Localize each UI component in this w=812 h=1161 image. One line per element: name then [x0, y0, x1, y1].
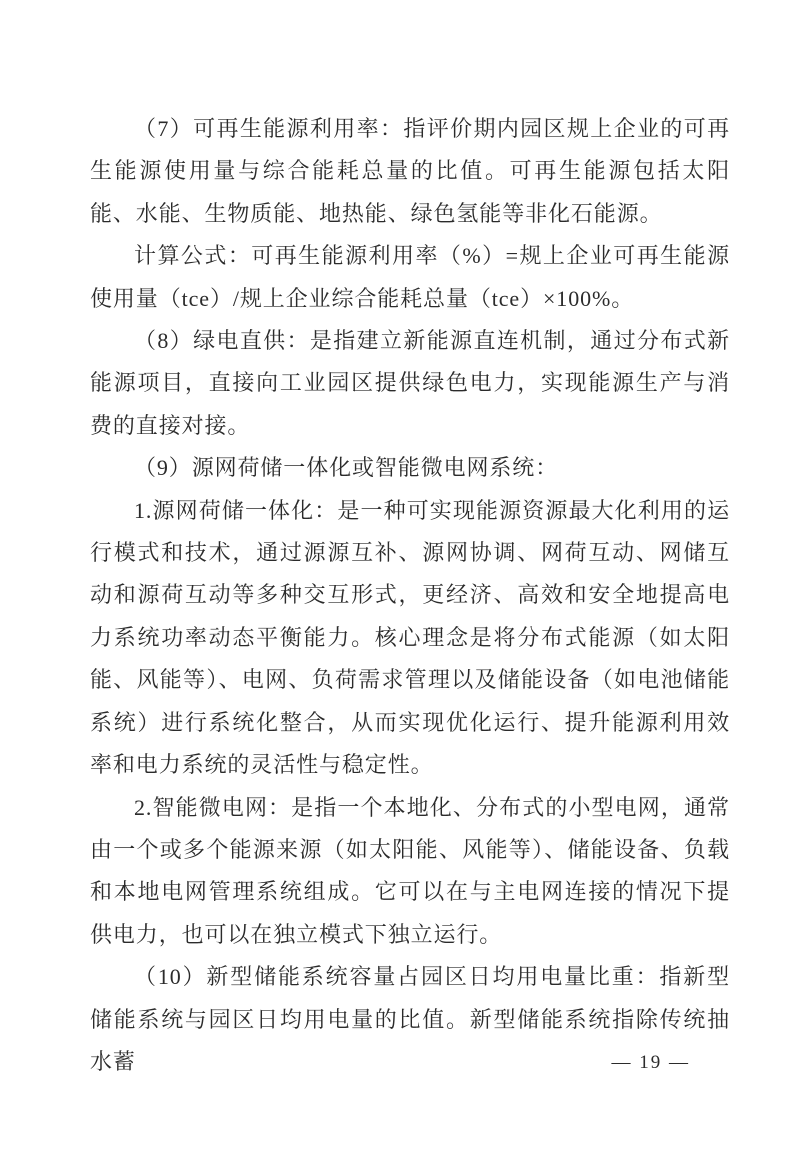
paragraph: 1.源网荷储一体化：是一种可实现能源资源最大化利用的运行模式和技术，通过源源互补、源网协调、网荷互动、网储互动和源荷互动等多种交互形式，更经济、高效和安全地提高电力系统功率动态平衡能力。核心理念是将分布式能源（如太阳能、风能等）、电网、负荷需求管理以及储能设备（如电池储能系统）进行系统化整合，从而实现优化运行、提升能源利用效率和电力系统的灵活性与稳定性。: [90, 497, 730, 778]
paragraph: （9）源网荷储一体化或智能微电网系统：: [134, 455, 559, 481]
paragraph: 2.智能微电网：是指一个本地化、分布式的小型电网，通常由一个或多个能源来源（如太阳能、风能等）、储能设备、负载和本地电网管理系统组成。它可以在与主电网连接的情况下提供电力，也可以在独立模式下独立运行。: [90, 794, 730, 947]
paragraph: （8）绿电直供：是指建立新能源直连机制，通过分布式新能源项目，直接向工业园区提供绿色电力，实现能源生产与消费的直接对接。: [90, 328, 730, 438]
page-number: — 19 —: [611, 1052, 690, 1073]
paragraph: （7）可再生能源利用率：指评价期内园区规上企业的可再生能源使用量与综合能耗总量的比值。可再生能源包括太阳能、水能、生物质能、地热能、绿色氢能等非化石能源。: [90, 116, 730, 226]
paragraph: 计算公式：可再生能源利用率（%）=规上企业可再生能源使用量（tce）/规上企业综合能耗总量（tce）×100%。: [90, 243, 730, 311]
body-text: [90, 108, 730, 1083]
paragraph: （10）新型储能系统容量占园区日均用电量比重：指新型储能系统与园区日均用电量的比值。新型储能系统指除传统抽水蓄: [90, 964, 730, 1074]
